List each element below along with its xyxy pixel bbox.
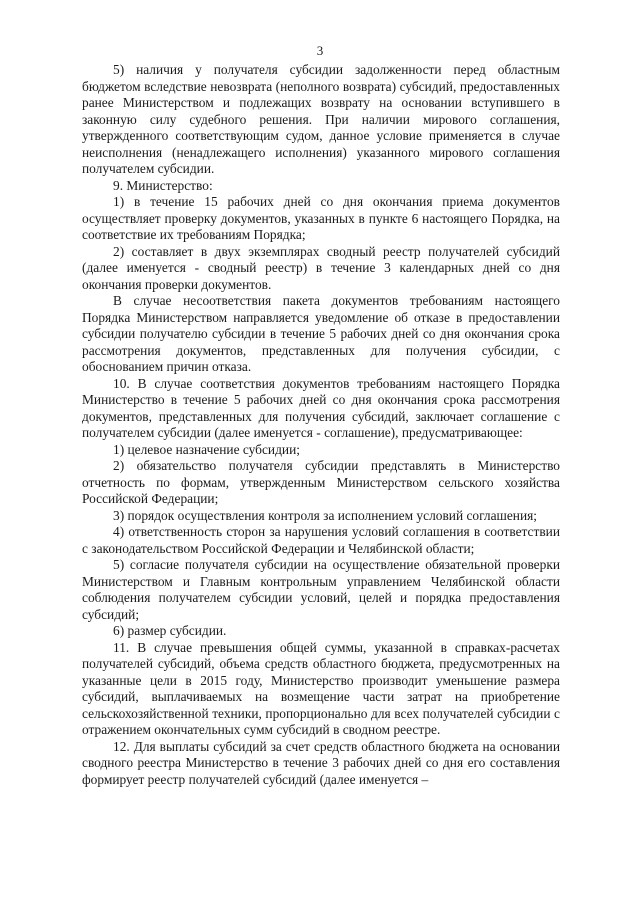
paragraph-item-10-4: 4) ответственность сторон за нарушения условий соглашения в соответствии с законодательством Российской Федерации и Челябинской области; [82,524,560,556]
paragraph-section-9: 9. Министерство: [113,177,213,193]
paragraph-section-10: 10. В случае соответствия документов требованиям настоящего Порядка Министерство в течение 5 рабочих дней со дня окончания срока рассмотрения документов, представленных для получения субсидий, заключает соглашение с получателем субсидии (далее именуется - соглашение), предусматривающее: [82,375,560,440]
paragraph-item-10-1: 1) целевое назначение субсидии; [113,441,300,457]
paragraph-item-10-2: 2) обязательство получателя субсидии представлять в Министерство отчетность по формам, утвержденным Министерством сельского хозяйства Российской Федерации; [82,458,560,506]
paragraph-item-9-1: 1) в течение 15 рабочих дней со дня окончания приема документов осуществляет проверку документов, указанных в пункте 6 настоящего Порядка, на соответствие их требованиям Порядка; [82,194,560,242]
paragraph-refusal: В случае несоответствия пакета документов требованиям настоящего Порядка Министерством направляется уведомление об отказе в предоставлении субсидии получателю субсидии в течение 5 рабочих дней со дня окончания срока рассмотрения документов, представленных для получения субсидии, с обоснованием причин отказа. [82,293,560,374]
paragraph-item-10-6: 6) размер субсидии. [113,623,227,638]
paragraph-item-10-5: 5) согласие получателя субсидии на осуществление обязательной проверки Министерством и Главным контрольным управлением Челябинской области соблюдения получателем субсидии условий, целей и порядка предоставления субсидий; [82,557,560,622]
paragraph-item-5: 5) наличия у получателя субсидии задолженности перед областным бюджетом вследствие невозврата (неполного возврата) субсидий, предоставленных ранее Министерством и подлежащих возврату на основании вступившего в законную силу судебного решения. При наличии мирового соглашения, утвержденного соответствующим судом, данное условие применяется в случае неисполнения (ненадлежащего исполнения) указанного мирового соглашения получателем субсидии. [82,62,560,176]
paragraph-item-9-2: 2) составляет в двух экземплярах сводный реестр получателей субсидий (далее именуется - сводный реестр) в течение 3 календарных дней со дня окончания проверки документов. [82,243,560,292]
page-number: 3 [316,43,324,58]
paragraph-section-12: 12. Для выплаты субсидий за счет средств областного бюджета на основании сводного реестра Министерство в течение 3 рабочих дней со дня его составления формирует реестр получателей субсидий (далее именуется – [82,738,560,787]
document-body [82,62,560,788]
paragraph-section-11: 11. В случае превышения общей суммы, указанной в справках-расчетах получателей субсидий, объема средств областного бюджета, предусмотренных на указанные цели в 2015 году, Министерство производит уменьшение размера субсидий, выплачиваемых на возмещение части затрат на приобретение сельскохозяйственной техники, пропорционально для всех получателей субсидии с отражением окончательных сумм субсидий в сводном реестре. [82,639,560,737]
paragraph-item-10-3: 3) порядок осуществления контроля за исполнением условий соглашения; [113,507,537,523]
